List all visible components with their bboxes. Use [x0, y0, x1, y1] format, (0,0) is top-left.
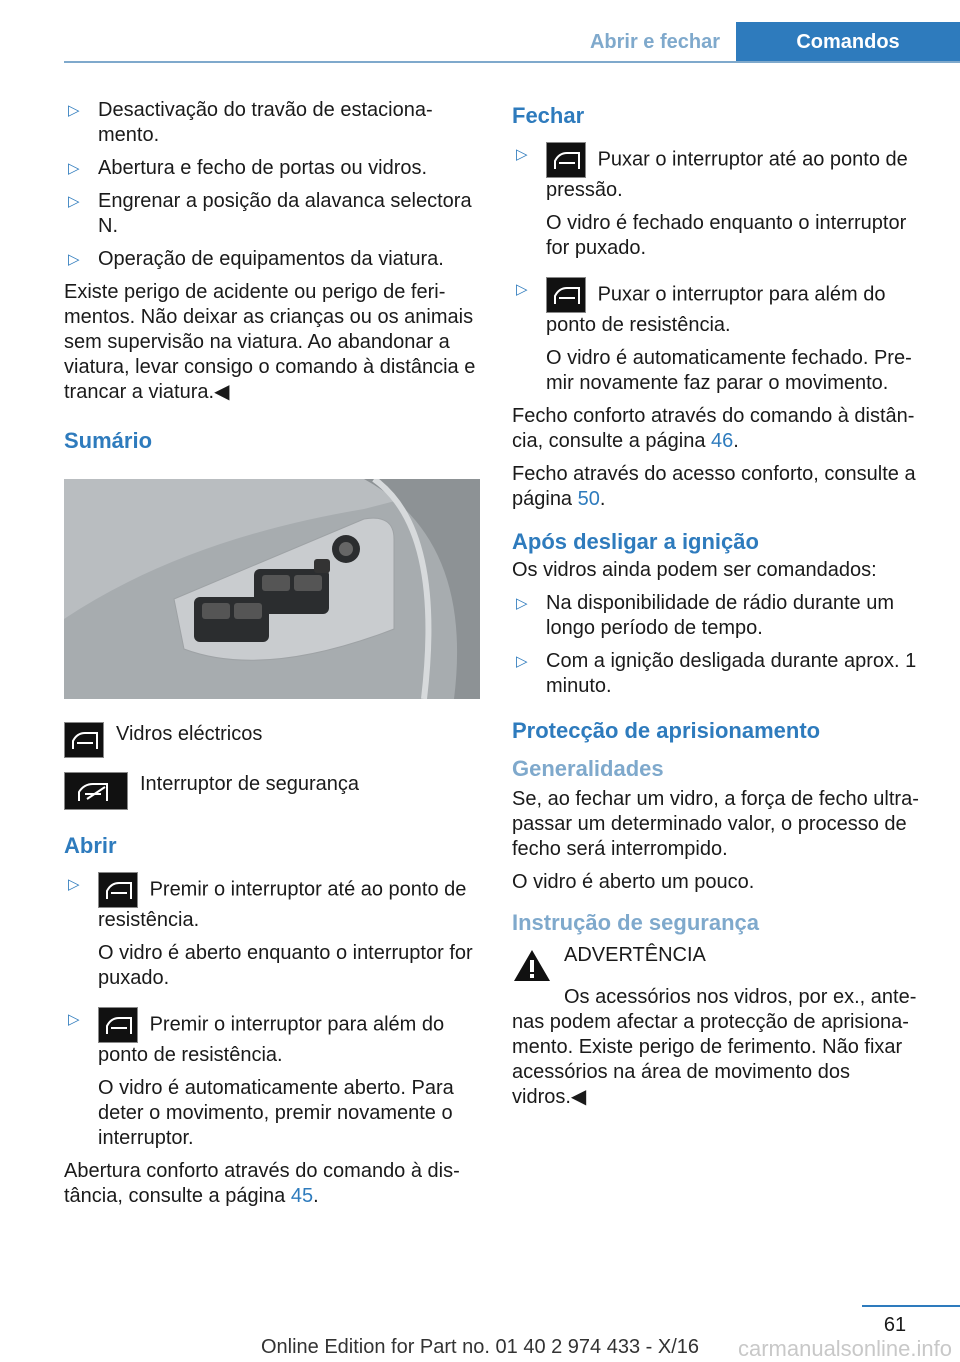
warning-label: ADVERTÊNCIA: [564, 944, 706, 966]
page-link-50[interactable]: 50: [577, 488, 600, 510]
header-rule: [64, 61, 960, 63]
window-switch-icon: [98, 872, 138, 908]
icon-legend-safety: Interruptor de segurança: [64, 772, 482, 810]
page-header: [0, 0, 960, 62]
right-column: Fechar ▷ Puxar o interruptor até ao ponto de pressão. O vidro é fechado enquanto o interruptor for puxado. ▷ Puxar o interruptor para além do ponto de resistência. O vidro é automaticamente fechado. Premir novamente faz parar o movimento. Fecho conforto através do comando à distância, consulte a página 46. Fecho através do acesso conforto, consulte a página 50. Após desligar a ignição Os vidros ainda podem ser comandados: ▷ Na disponibilidade de rádio durante um longo período de tempo. ▷ Com a ignição desligada durante aprox. 1 minuto. Protecção de aprisionamento Generalidades Se, ao fechar um vidro, a força de fecho ultrapassar um determinado valor, o processo de fecho será interrompido. O vidro é aberto um pouco. Instrução de segurança ADVERTÊNCIA Os acessórios nos vidros, por ex., antenas podem afectar a protecção de aprisionamento. Existe perigo de ferimento. Não fixar acessórios na área de movimento dos vidros.◀: [512, 98, 928, 1118]
comfort-open-paragraph: Abertura conforto através do comando à distância, consulte a página 45.: [64, 1160, 460, 1207]
chapter-tab-comandos[interactable]: Comandos: [736, 22, 960, 63]
triangle-bullet-icon: ▷: [68, 251, 80, 268]
section-tab-abrir-e-fechar[interactable]: Abrir e fechar: [589, 31, 721, 53]
triangle-bullet-icon: ▷: [516, 281, 528, 298]
warning-text: Os acessórios nos vidros, por ex., antenas podem afectar a protecção de aprisionamento. Existe perigo de ferimento. Não fixar acessórios na área de movimento dos vidros.◀: [512, 986, 917, 1108]
triangle-bullet-icon: ▷: [68, 1011, 80, 1028]
triangle-bullet-icon: ▷: [516, 146, 528, 163]
icon-legend-windows: Vidros eléctricos: [64, 722, 482, 758]
warning-triangle-icon: [512, 947, 552, 983]
left-column: [64, 98, 482, 1217]
heading-abrir: Abrir: [64, 833, 117, 858]
safety-switch-icon: [64, 772, 128, 810]
triangle-bullet-icon: ▷: [68, 876, 80, 893]
heading-apos-desligar: Após desligar a ignição: [512, 529, 759, 554]
window-switch-icon: [64, 722, 104, 758]
footer-rule: [862, 1305, 960, 1307]
list-item: ▷ Premir o interruptor para além do ponto de resistência. O vidro é automaticamente aberto. Para deter o movimento, premir novamente o interruptor.: [64, 1007, 482, 1151]
edition-footer: Online Edition for Part no. 01 40 2 974 433 - X/16: [260, 1336, 700, 1358]
list-item: ▷ Engrenar a posição da alavanca selectora N.: [68, 190, 472, 237]
list-item: ▷ Abertura e fecho de portas ou vidros.: [68, 157, 428, 179]
watermark: carmanualsonline.info: [737, 1336, 952, 1361]
safety-warning: [512, 943, 928, 983]
triangle-bullet-icon: ▷: [68, 102, 80, 119]
list-item: ▷ Premir o interruptor até ao ponto de resistência. O vidro é aberto enquanto o interruptor for puxado.: [64, 872, 482, 991]
triangle-bullet-icon: ▷: [516, 653, 528, 670]
heading-sumario: Sumário: [64, 428, 153, 453]
triangle-bullet-icon: ▷: [68, 193, 80, 210]
list-item: ▷ Na disponibilidade de rádio durante um longo período de tempo.: [516, 592, 895, 639]
list-item: ▷ Desactivação do travão de estacionamento.: [68, 99, 433, 146]
triangle-bullet-icon: ▷: [516, 595, 528, 612]
page-number: 61: [883, 1314, 907, 1336]
list-item: ▷ Puxar o interruptor para além do ponto de resistência. O vidro é automaticamente fechado. Premir novamente faz parar o movimento.: [512, 277, 928, 396]
window-switch-icon: [98, 1007, 138, 1043]
page-link-45[interactable]: 45: [290, 1185, 314, 1207]
window-switch-icon: [546, 142, 586, 178]
list-item: ▷ Puxar o interruptor até ao ponto de pressão. O vidro é fechado enquanto o interruptor for puxado.: [512, 142, 928, 261]
heading-fechar: Fechar: [512, 103, 585, 128]
comfort-close-paragraph: Fecho conforto através do comando à distância, consulte a página 46.: [512, 405, 915, 452]
door-panel-switch-photo: [64, 479, 480, 699]
comfort-access-paragraph: Fecho através do acesso conforto, consulte a página 50.: [512, 463, 916, 510]
warning-paragraph: Existe perigo de acidente ou perigo de ferimentos. Não deixar as crianças ou os animais sem supervisão na viatura. Ao abandonar a viatura, levar consigo o comando à distância e trancar a viatura.◀: [64, 281, 476, 403]
list-item: ▷ Operação de equipamentos da viatura.: [68, 248, 444, 270]
heading-instrucao-seguranca: Instrução de segurança: [512, 910, 759, 935]
page-link-46[interactable]: 46: [711, 430, 734, 452]
heading-proteccao: Protecção de aprisionamento: [512, 718, 821, 743]
heading-generalidades: Generalidades: [512, 756, 664, 781]
triangle-bullet-icon: ▷: [68, 160, 80, 177]
list-item: ▷ Com a ignição desligada durante aprox. 1 minuto.: [516, 650, 917, 697]
window-switch-icon: [546, 277, 586, 313]
